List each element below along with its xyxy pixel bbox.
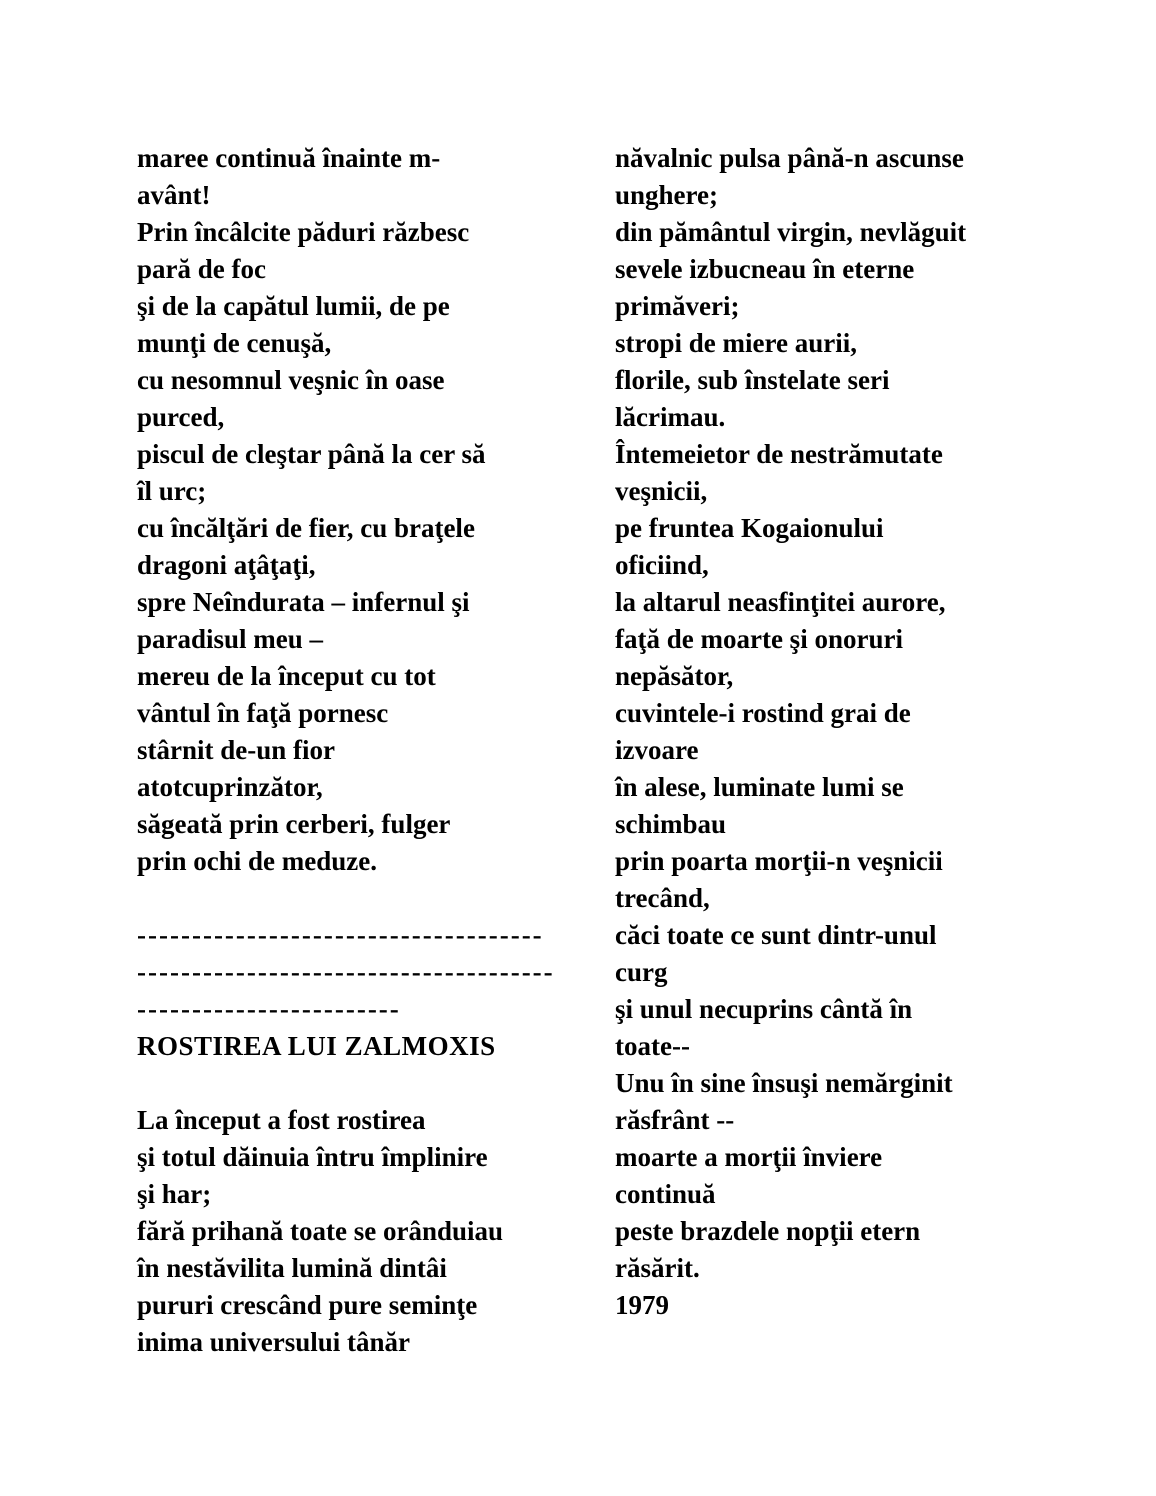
poem-line: curg xyxy=(615,957,668,987)
poem-line: din pământul virgin, nevlăguit xyxy=(615,217,967,247)
poem-line: şi unul necuprins cântă în xyxy=(615,994,913,1024)
poem-line: vântul în faţă pornesc xyxy=(137,698,389,728)
poem-line: trecând, xyxy=(615,883,710,913)
poem-line: căci toate ce sunt dintr-unul xyxy=(615,920,937,950)
poem-line: avânt! xyxy=(137,180,211,210)
poem-line: Întemeietor de nestrămutate xyxy=(615,439,943,469)
poem-line: paradisul meu – xyxy=(137,624,324,654)
poem-line: spre Neîndurata – infernul şi xyxy=(137,587,470,617)
poem-line: toate-- xyxy=(615,1031,690,1061)
poem-line: şi totul dăinuia întru împlinire xyxy=(137,1142,488,1172)
poem-line: purced, xyxy=(137,402,225,432)
poem-line: Unu în sine însuşi nemărginit xyxy=(615,1068,953,1098)
poem-line: îl urc; xyxy=(137,476,207,506)
poem-line: veşnicii, xyxy=(615,476,708,506)
poem-line: izvoare xyxy=(615,735,699,765)
poem-line: mereu de la început cu tot xyxy=(137,661,436,691)
poem-line: La început a fost rostirea xyxy=(137,1105,426,1135)
poem-line: stropi de miere aurii, xyxy=(615,328,857,358)
poem-column-left xyxy=(137,140,615,1496)
poem-line: lăcrimau. xyxy=(615,402,726,432)
poem-line: Prin încâlcite păduri răzbesc xyxy=(137,217,470,247)
poem-line: cuvintele-i rostind grai de xyxy=(615,698,911,728)
poem-line: năvalnic pulsa până-n ascunse xyxy=(615,143,964,173)
poem-line: în nestăvilita lumină dintâi xyxy=(137,1253,447,1283)
poem-line: prin ochi de meduze. xyxy=(137,846,377,876)
poem-line: la altarul neasfinţitei aurore, xyxy=(615,587,946,617)
poem-line: unghere; xyxy=(615,180,719,210)
poem-line: moarte a morţii înviere xyxy=(615,1142,883,1172)
poem-line: florile, sub înstelate seri xyxy=(615,365,890,395)
poem-line: nepăsător, xyxy=(615,661,734,691)
poem-line: maree continuă înainte m- xyxy=(137,143,441,173)
poem-line: răsfrânt -- xyxy=(615,1105,735,1135)
poem-line: dragoni aţâţaţi, xyxy=(137,550,316,580)
separator-line: -------------------------------------- xyxy=(137,957,555,987)
poem-line: piscul de cleştar până la cer să xyxy=(137,439,486,469)
poem-line: cu încălţări de fier, cu braţele xyxy=(137,513,475,543)
separator-line: ------------------------------------- xyxy=(137,920,544,950)
section-title: ROSTIREA LUI ZALMOXIS xyxy=(137,1031,496,1061)
poem-line: stârnit de-un fior xyxy=(137,735,335,765)
poem-line: sevele izbucneau în eterne xyxy=(615,254,915,284)
poem-line: atotcuprinzător, xyxy=(137,772,323,802)
blank-line xyxy=(137,880,615,917)
separator-line: ------------------------ xyxy=(137,994,401,1024)
poem-line: cu nesomnul veşnic în oase xyxy=(137,365,445,395)
poem-line: şi har; xyxy=(137,1179,212,1209)
poem-line: săgeată prin cerberi, fulger xyxy=(137,809,451,839)
blank-line xyxy=(137,1065,615,1102)
poem-line: faţă de moarte şi onoruri xyxy=(615,624,903,654)
poem-line: pară de foc xyxy=(137,254,266,284)
poem-line: şi de la capătul lumii, de pe xyxy=(137,291,450,321)
year-line: 1979 xyxy=(615,1290,669,1320)
poem-column-right xyxy=(615,140,1076,1496)
poem-line: munţi de cenuşă, xyxy=(137,328,332,358)
poem-line: peste brazdele nopţii etern xyxy=(615,1216,921,1246)
poem-line: continuă xyxy=(615,1179,716,1209)
poem-line: răsărit. xyxy=(615,1253,700,1283)
poem-line: oficiind, xyxy=(615,550,709,580)
poem-line: pururi crescând pure seminţe xyxy=(137,1290,478,1320)
poem-line: prin poarta morţii-n veşnicii xyxy=(615,846,943,876)
poem-line: primăveri; xyxy=(615,291,740,321)
poem-line: în alese, luminate lumi se xyxy=(615,772,904,802)
poem-line: inima universului tânăr xyxy=(137,1327,411,1357)
poem-line: fără prihană toate se orânduiau xyxy=(137,1216,504,1246)
poem-line: schimbau xyxy=(615,809,727,839)
poem-line: pe fruntea Kogaionului xyxy=(615,513,884,543)
